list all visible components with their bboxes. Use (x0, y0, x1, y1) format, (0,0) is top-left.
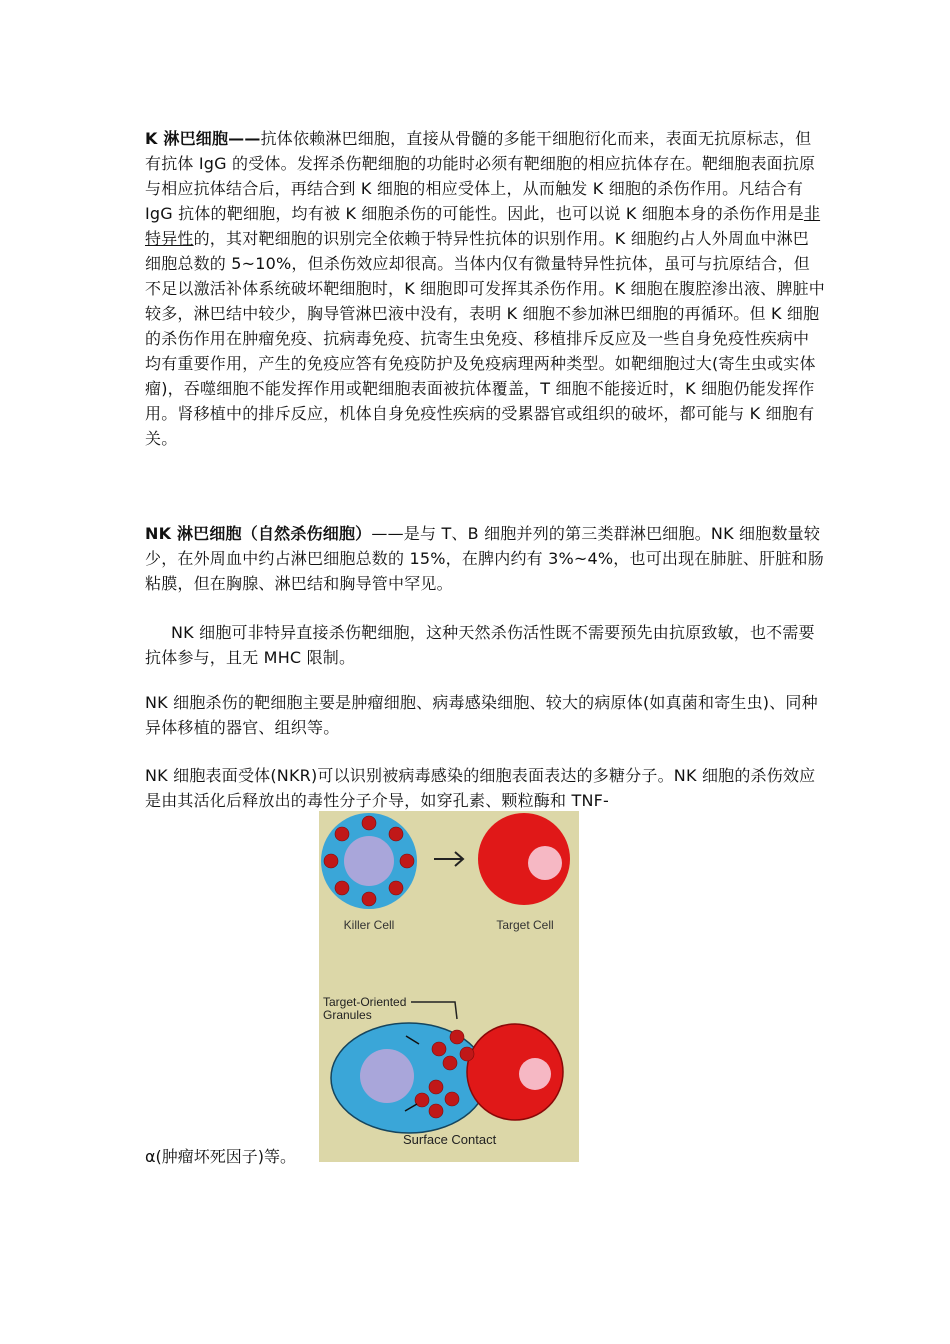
surface-contact-label: Surface Contact (403, 1132, 497, 1147)
granule (324, 854, 338, 868)
granule (429, 1080, 443, 1094)
nk-cell-figure (319, 811, 579, 1162)
granule (450, 1030, 464, 1044)
granule (335, 881, 349, 895)
granule (443, 1056, 457, 1070)
granule (362, 816, 376, 830)
nk-nonspecific-text: NK 细胞可非特异直接杀伤靶细胞，这种天然杀伤活性既不需要预先由抗原致敏，也不需要抗体参与，且无 MHC 限制。 (145, 623, 815, 667)
nk-cell-heading: NK 淋巴细胞（自然杀伤细胞） (145, 524, 372, 543)
granules-label-line2: Granules (323, 1008, 372, 1022)
paragraph-nk-targets (145, 690, 825, 740)
paragraph-nk-receptor (145, 763, 825, 813)
granules-label-line1: Target-Oriented (323, 995, 407, 1009)
granule (415, 1093, 429, 1107)
paragraph-nk-receptor-tail: α(肿瘤坏死因子)等。 (145, 1147, 297, 1166)
nk-targets-text: NK 细胞杀伤的靶细胞主要是肿瘤细胞、病毒感染细胞、较大的病原体(如真菌和寄生虫)、同种异体移植的器官、组织等。 (145, 693, 818, 737)
nonspecific-term-link[interactable]: 非特异性 (145, 204, 821, 248)
k-cell-heading: K 淋巴细胞—— (145, 129, 261, 148)
nk-receptor-text: NK 细胞表面受体(NKR)可以识别被病毒感染的细胞表面表达的多糖分子。NK 细胞的杀伤效应是由其活化后释放出的毒性分子介导，如穿孔素、颗粒酶和 TNF- (145, 766, 816, 810)
paragraph-nk-cell (145, 521, 825, 596)
killer-cell-nucleus (344, 836, 394, 886)
target-cell-nucleus (528, 846, 562, 880)
granule (335, 827, 349, 841)
granule (432, 1042, 446, 1056)
granule (362, 892, 376, 906)
granule (389, 827, 403, 841)
nk-cell-diagram (319, 811, 579, 1162)
granule (429, 1104, 443, 1118)
k-cell-text-1: 抗体依赖淋巴细胞，直接从骨髓的多能干细胞衍化而来，表面无抗原标志，但有抗体 IgG 的受体。发挥杀伤靶细胞的功能时必须有靶细胞的相应抗体存在。靶细胞表面抗原与相应抗体结合后，再结合到 K 细胞的相应受体上，从而触发 K 细胞的杀伤作用。凡结合有 IgG 抗体的靶细胞，均有被 K 细胞杀伤的可能性。因此，也可以说 K 细胞本身的杀伤作用是 (145, 129, 816, 223)
contact-killer-nucleus (360, 1049, 414, 1103)
contact-target-nucleus (519, 1058, 551, 1090)
target-cell-label: Target Cell (496, 918, 554, 932)
killer-cell-label: Killer Cell (343, 918, 395, 932)
k-cell-text-2: 的，其对靶细胞的识别完全依赖于特异性抗体的识别作用。K 细胞约占人外周血中淋巴细胞总数的 5~10%，但杀伤效应却很高。当体内仅有微量特异性抗体，虽可与抗原结合，但不足以激活补体系统破坏靶细胞时，K 细胞即可发挥其杀伤作用。K 细胞在腹腔渗出液、脾脏中较多，淋巴结中较少，胸导管淋巴液中没有，表明 K 细胞不参加淋巴细胞的再循环。但 K 细胞的杀伤作用在肿瘤免疫、抗病毒免疫、抗寄生虫免疫、移植排斥反应及一些自身免疫性疾病中均有重要作用，产生的免疫应答有免疫防护及免疫病理两种类型。如靶细胞过大(寄生虫或实体瘤)，吞噬细胞不能发挥作用或靶细胞表面被抗体覆盖，T 细胞不能接近时，K 细胞仍能发挥作用。肾移植中的排斥反应，机体自身免疫性疾病的受累器官或组织的破坏，都可能与 K 细胞有关。 (145, 229, 825, 448)
nk-cell-text: ——是与 T、B 细胞并列的第三类群淋巴细胞。NK 细胞数量较少，在外周血中约占淋巴细胞总数的 15%，在脾内约有 3%~4%，也可出现在肺脏、肝脏和肠粘膜，但在胸腺、淋巴结和胸导管中罕见。 (145, 524, 824, 593)
paragraph-k-cell (145, 126, 825, 451)
granule (400, 854, 414, 868)
granule (460, 1047, 474, 1061)
paragraph-nk-nonspecific (145, 620, 825, 670)
granule (445, 1092, 459, 1106)
granule (389, 881, 403, 895)
